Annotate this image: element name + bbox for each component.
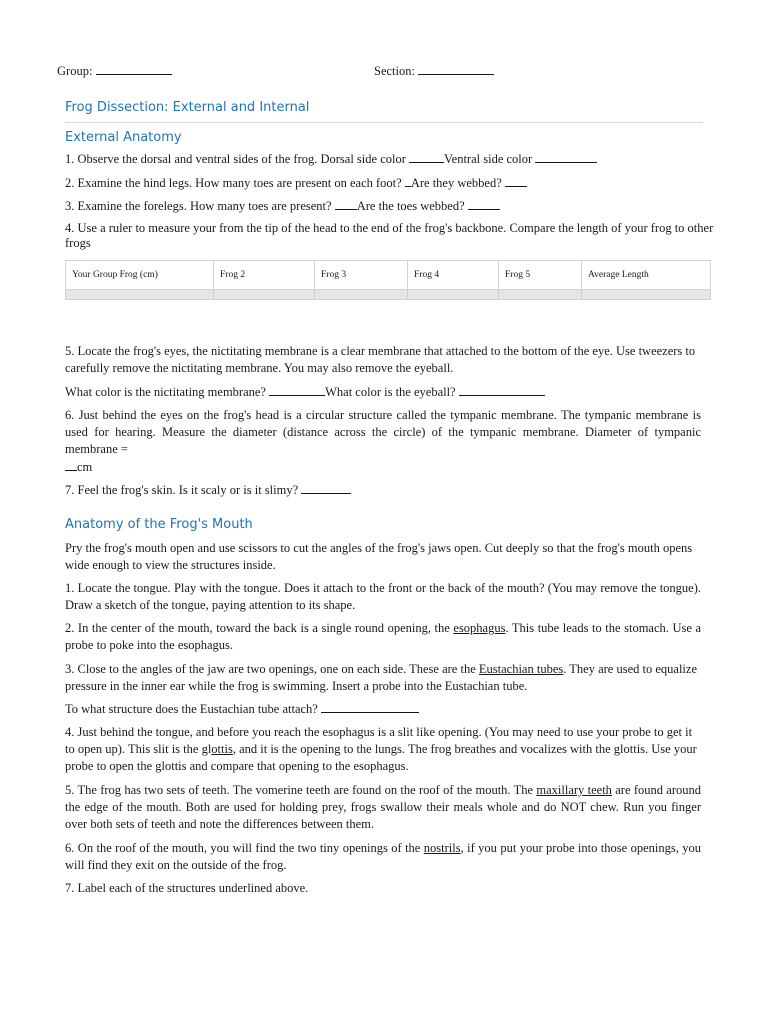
m6-text-b: , if you put your probe into those openings, you will find they exit on the outside of the frog. — [65, 841, 702, 872]
question-6-answer — [65, 459, 701, 476]
question-4: 4. Use a ruler to measure your from the tip of the head to the end of the frog's backbone. Compare the length of your frog to other frogs — [65, 221, 714, 250]
q1-text-b: Ventral side color — [444, 152, 533, 166]
table-header-cell: Average Length — [582, 261, 711, 290]
nictitating-color-blank[interactable] — [269, 385, 325, 396]
tympanic-diameter-blank[interactable] — [65, 460, 77, 471]
table-header-cell: Your Group Frog (cm) — [66, 261, 214, 290]
question-6: 6. Just behind the eyes on the frog's head is a circular structure called the tympanic membrane. The tympanic membrane is used for hearing. Measure the diameter (distance across the circle) of the tympanic membrane. Diameter of tympanic membrane = — [65, 408, 701, 456]
mouth-step-4 — [65, 724, 701, 775]
question-2 — [65, 175, 701, 192]
eustachian-attach-blank[interactable] — [321, 702, 419, 713]
m3-text-b: . They are used to equalize pressure in the inner ear while the frog is swimming. Insert a probe into the Eustachian tube. — [65, 662, 697, 693]
mouth-step-1: 1. Locate the tongue. Play with the tongue. Does it attach to the front or the back of the mouth? (You may remove the tongue). Draw a sketch of the tongue, paying attention to its shape. — [65, 581, 701, 612]
mouth-step-3-question — [65, 701, 701, 718]
mouth-step-6 — [65, 840, 701, 874]
m4-text-b: , and it is the opening to the lungs. The frog breathes and vocalizes with the glottis. Use your probe to open the glottis and compare that opening to the esophagus. — [65, 742, 697, 773]
eustachian-term: Eustachian tubes — [478, 662, 564, 676]
table-cell[interactable] — [66, 290, 214, 300]
m2-text-a: 2. In the center of the mouth, toward the back is a single round opening, the — [65, 621, 450, 635]
hind-webbed-blank[interactable] — [505, 176, 527, 187]
table-header-cell: Frog 2 — [214, 261, 315, 290]
nostrils-term: nostrils — [423, 841, 461, 855]
title-divider — [65, 122, 703, 123]
q5-line-a: What color is the nictitating membrane? — [65, 385, 266, 399]
eyeball-color-blank[interactable] — [459, 385, 545, 396]
table-cell[interactable] — [214, 290, 315, 300]
table-cell[interactable] — [582, 290, 711, 300]
maxillary-teeth-term: maxillary teeth — [536, 783, 612, 797]
section-blank[interactable] — [418, 64, 494, 75]
mouth-anatomy-heading: Anatomy of the Frog's Mouth — [65, 517, 253, 532]
m2-text-b: . This tube leads to the stomach. Use a probe to poke into the esophagus. — [65, 621, 702, 652]
table-cell[interactable] — [408, 290, 499, 300]
group-label: Group: — [57, 64, 93, 78]
q7-text: 7. Feel the frog's skin. Is it scaly or is it slimy? — [65, 483, 299, 497]
table-header-cell: Frog 5 — [499, 261, 582, 290]
section-label: Section: — [374, 64, 415, 78]
mouth-intro: Pry the frog's mouth open and use scissors to cut the angles of the frog's jaws open. Cut deeply so that the frog's mouth opens wide enough to view the structures inside. — [65, 541, 693, 572]
esophagus-term: esophagus — [453, 621, 506, 635]
table-cell[interactable] — [315, 290, 408, 300]
mouth-step-7: 7. Label each of the structures underlined above. — [65, 881, 309, 895]
group-blank[interactable] — [96, 64, 172, 75]
m3-text-a: 3. Close to the angles of the jaw are two openings, one on each side. These are the — [65, 662, 476, 676]
table-header-row — [66, 261, 711, 290]
external-anatomy-heading: External Anatomy — [65, 130, 182, 145]
question-7 — [65, 482, 701, 499]
q3-text-b: Are the toes webbed? — [356, 199, 465, 213]
m5-text-b: are found around the edge of the mouth. Both are used for holding prey, frogs swallow their meals whole and do NOT chew. Run you finger over both sets of teeth and note the differences between them. — [65, 783, 702, 831]
group-field — [57, 64, 172, 79]
mouth-step-5 — [65, 782, 701, 833]
question-3 — [65, 198, 701, 215]
m3-question-text: To what structure does the Eustachian tube attach? — [65, 702, 318, 716]
page-title: Frog Dissection: External and Internal — [65, 100, 310, 115]
section-field — [374, 64, 494, 79]
glottis-term: ottis — [211, 742, 233, 756]
frog-length-table — [65, 260, 711, 300]
q1-text-a: 1. Observe the dorsal and ventral sides of the frog. Dorsal side color — [65, 152, 406, 166]
ventral-color-blank[interactable] — [535, 152, 597, 163]
skin-texture-blank[interactable] — [301, 483, 351, 494]
table-header-cell: Frog 4 — [408, 261, 499, 290]
mouth-step-2 — [65, 620, 701, 654]
q5-line-b: What color is the eyeball? — [325, 385, 456, 399]
mouth-step-3 — [65, 661, 701, 695]
dorsal-color-blank[interactable] — [409, 152, 444, 163]
table-cell[interactable] — [499, 290, 582, 300]
q3-text-a: 3. Examine the forelegs. How many toes are present? — [65, 199, 332, 213]
fore-webbed-blank[interactable] — [468, 199, 500, 210]
m4-text-a: 4. Just behind the tongue, and before you reach the esophagus is a slit like opening. (You may need to use your probe to get it to open up). This slit is the gl — [65, 725, 693, 756]
q6-unit: cm — [77, 460, 93, 474]
m5-text-a: 5. The frog has two sets of teeth. The vomerine teeth are found on the roof of the mouth. The — [65, 783, 534, 797]
question-1 — [65, 151, 701, 168]
table-row — [66, 290, 711, 300]
table-header-cell: Frog 3 — [315, 261, 408, 290]
fore-toes-blank[interactable] — [335, 199, 357, 210]
q2-text-a: 2. Examine the hind legs. How many toes are present on each foot? — [65, 176, 402, 190]
q2-text-b: Are they webbed? — [410, 176, 502, 190]
question-5-colors — [65, 384, 701, 401]
m6-text-a: 6. On the roof of the mouth, you will find the two tiny openings of the — [65, 841, 421, 855]
question-5: 5. Locate the frog's eyes, the nictitating membrane is a clear membrane that attached to the bottom of the eye. Use tweezers to carefully remove the nictitating membrane. You may also remove the eyeball. — [65, 344, 696, 375]
